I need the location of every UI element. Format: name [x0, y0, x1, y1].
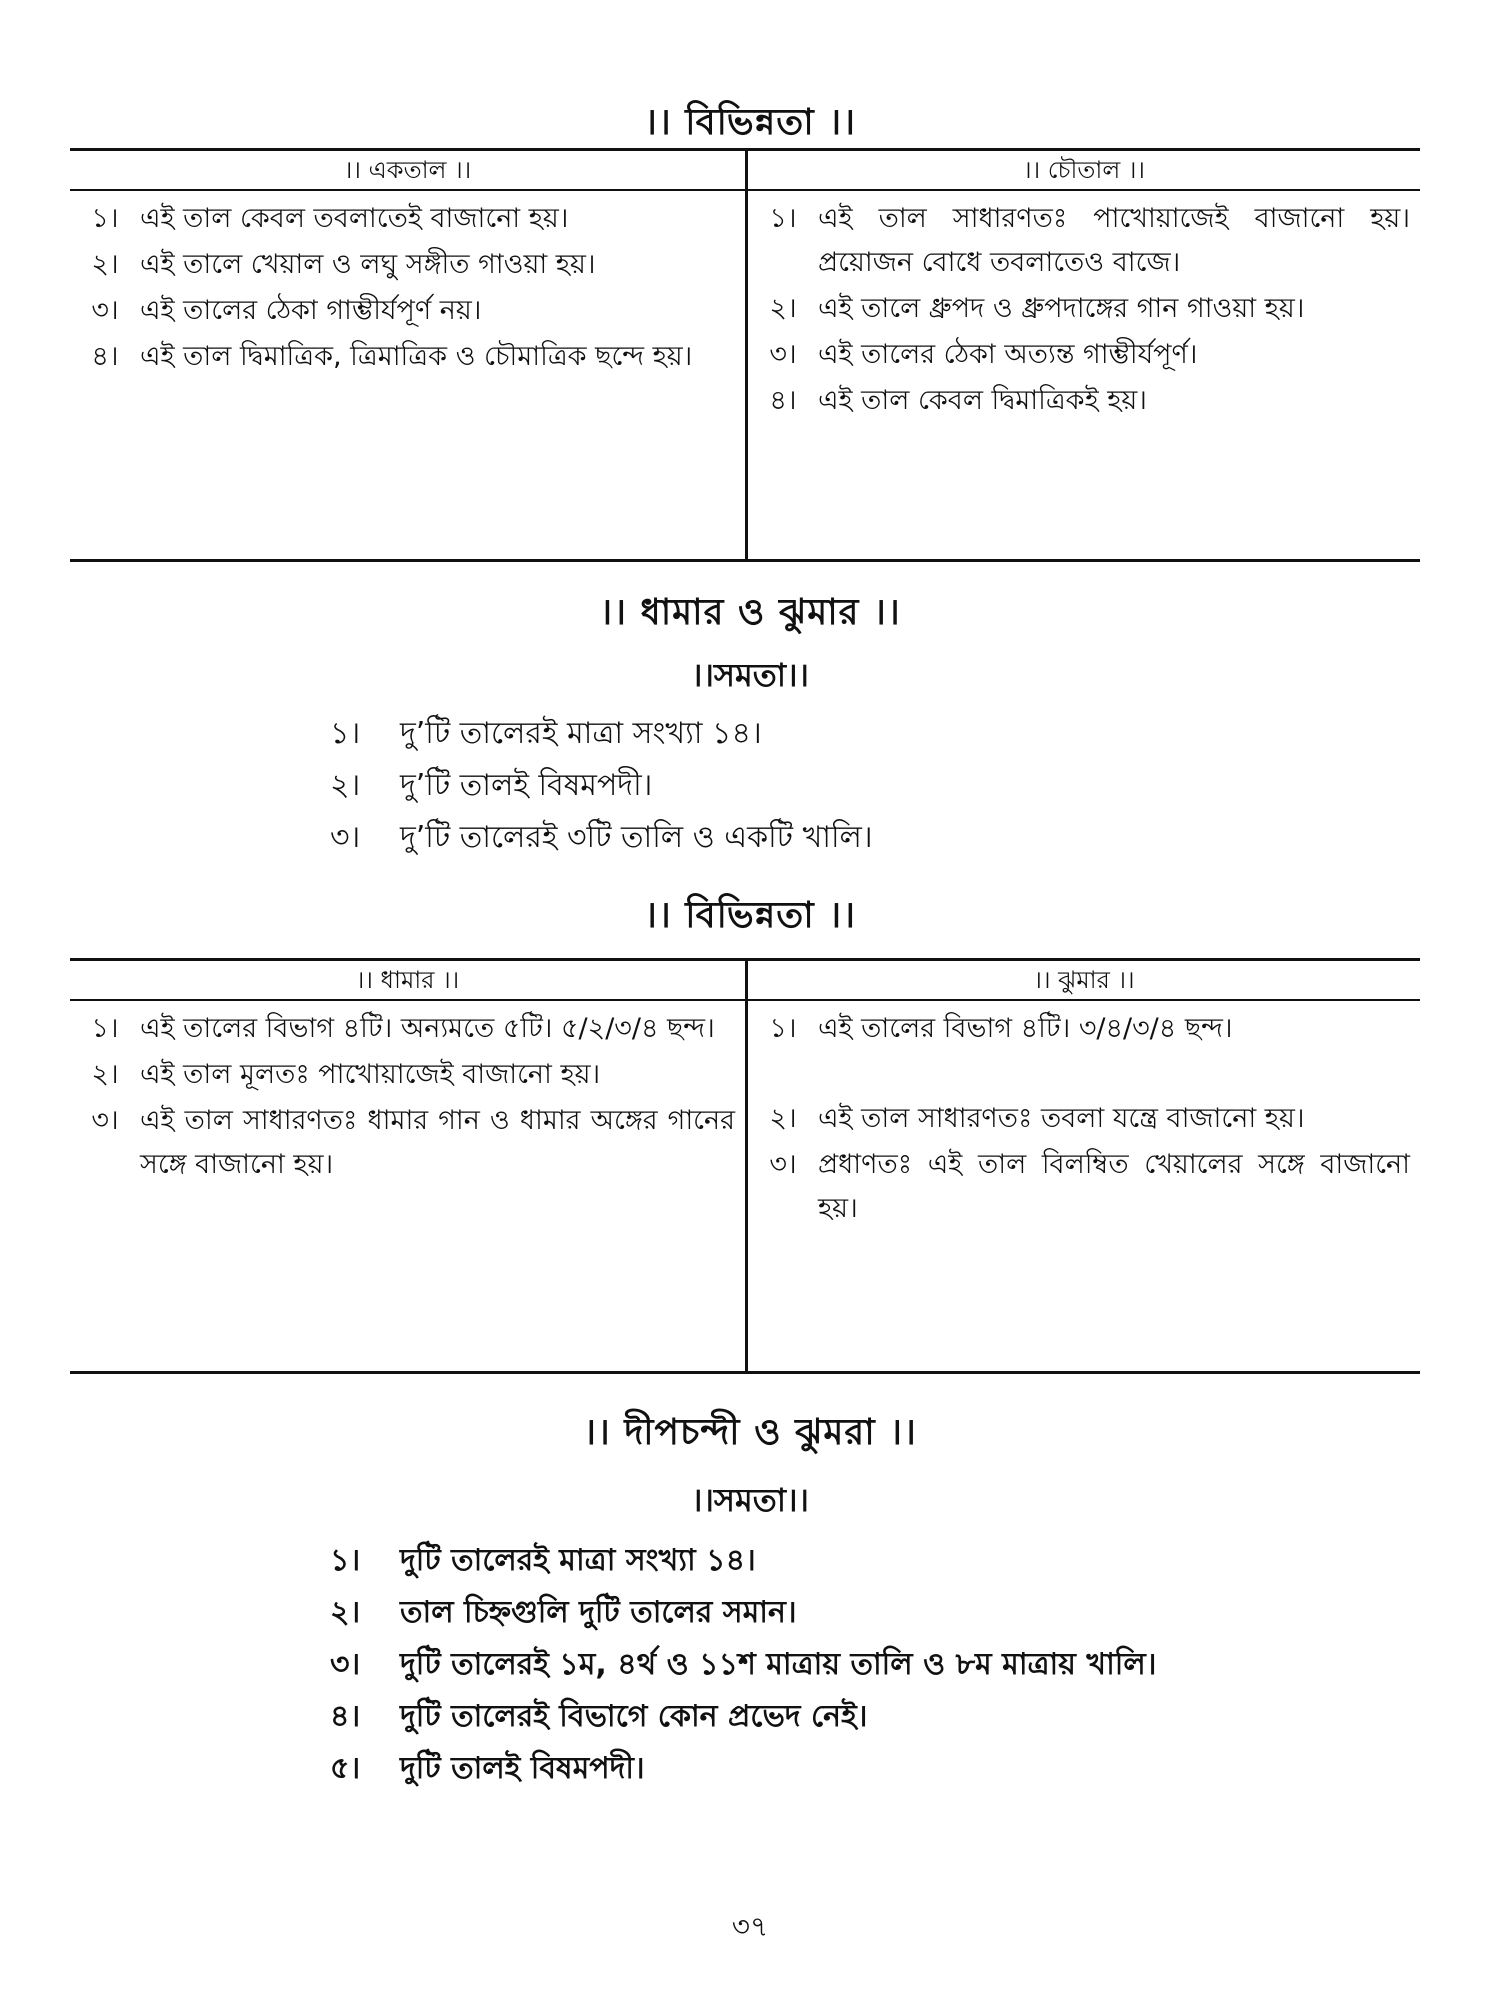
item-number: ৩।	[330, 1647, 361, 1682]
item-number: ৩।	[91, 1105, 119, 1136]
item-number: ৪।	[769, 385, 797, 416]
section2-difference-heading: ।। বিভিন্নতা ।।	[643, 895, 857, 936]
ektal-column	[70, 151, 748, 559]
section3-heading: ।। দীপচন্দী ও ঝুমরা ।।	[583, 1412, 917, 1453]
section2-heading: ।। ধামার ও ঝুমার ।।	[599, 592, 901, 633]
list-item	[330, 1535, 1180, 1587]
item-text: এই তালের বিভাগ ৪টি। ৩/৪/৩/৪ ছন্দ।	[818, 1013, 1233, 1044]
item-text: এই তাল সাধারণতঃ ধামার গান ও ধামার অঙ্গের গানের সঙ্গে বাজানো হয়।	[140, 1105, 735, 1180]
item-text: এই তালের বিভাগ ৪টি। অন্যমতে ৫টি। ৫/২/৩/৪ ছন্দ।	[140, 1013, 715, 1044]
deepchandi-jhumra-similarities	[330, 1535, 1180, 1795]
list-item	[70, 1099, 735, 1187]
item-text: এই তাল মূলতঃ পাখোয়াজেই বাজানো হয়।	[140, 1059, 601, 1090]
item-number: ৩।	[769, 1149, 797, 1180]
list-item	[330, 812, 1230, 864]
item-number: ১।	[769, 203, 797, 234]
ektal-choutal-table	[70, 148, 1420, 562]
item-text: দুটি তালেরই বিভাগে কোন প্রভেদ নেই।	[400, 1699, 868, 1734]
item-number: ৩।	[330, 820, 361, 855]
item-number: ৫।	[330, 1751, 361, 1786]
item-number: ১।	[91, 1013, 119, 1044]
item-number: ২।	[330, 768, 361, 803]
list-item	[70, 197, 735, 241]
section2-similarity-heading: ।।সমতা।।	[691, 656, 809, 694]
list-item	[70, 289, 735, 333]
item-number: ২।	[91, 249, 119, 280]
jhumar-header: ।। ঝুমার ।।	[748, 961, 1420, 1001]
choutal-list	[748, 191, 1420, 423]
jhumar-list	[748, 1001, 1420, 1231]
list-item	[748, 197, 1410, 285]
list-item	[70, 335, 735, 379]
item-number: ২।	[91, 1059, 119, 1090]
item-text: দু’টি তালেরই ৩টি তালি ও একটি খালি।	[400, 820, 873, 855]
list-item	[330, 1639, 1180, 1691]
item-number: ৩।	[769, 339, 797, 370]
choutal-header: ।। চৌতাল ।।	[748, 151, 1420, 191]
list-item	[330, 1691, 1180, 1743]
item-number: ৪।	[91, 341, 119, 372]
item-text: এই তালে ধ্রুপদ ও ধ্রুপদাঙ্গের গান গাওয়া হয়।	[818, 293, 1305, 324]
item-number: ৩।	[91, 295, 119, 326]
list-item	[748, 287, 1410, 331]
item-number: ৪।	[330, 1699, 361, 1734]
item-text: এই তালের ঠেকা গাম্ভীর্যপূর্ণ নয়।	[140, 295, 482, 326]
item-text: এই তাল সাধারণতঃ পাখোয়াজেই বাজানো হয়। প্রয়োজন বোধে তবলাতেও বাজে।	[818, 203, 1410, 278]
item-number: ২।	[769, 1103, 797, 1134]
list-item	[748, 1097, 1410, 1141]
item-text: এই তালে খেয়াল ও লঘু সঙ্গীত গাওয়া হয়।	[140, 249, 596, 280]
item-text: দুটি তালই বিষমপদী।	[400, 1751, 645, 1786]
item-text: তাল চিহ্নগুলি দুটি তালের সমান।	[400, 1595, 797, 1630]
list-item	[748, 1143, 1410, 1231]
list-item	[70, 1053, 735, 1097]
item-number: ১।	[330, 716, 361, 751]
dhamar-list	[70, 1001, 745, 1187]
item-number: ১।	[91, 203, 119, 234]
section3-similarity-heading: ।।সমতা।।	[691, 1481, 809, 1519]
section1-heading: ।। বিভিন্নতা ।।	[643, 102, 857, 143]
item-text: এই তালের ঠেকা অত্যন্ত গাম্ভীর্যপূর্ণ।	[818, 339, 1198, 370]
list-item	[748, 379, 1410, 423]
item-text: এই তাল সাধারণতঃ তবলা যন্ত্রে বাজানো হয়।	[818, 1103, 1305, 1134]
dhamar-column	[70, 961, 748, 1371]
ektal-header: ।। একতাল ।।	[70, 151, 745, 191]
item-text: দু’টি তালেরই মাত্রা সংখ্যা ১৪।	[400, 716, 762, 751]
item-number: ২।	[769, 293, 797, 324]
item-text: এই তাল কেবল দ্বিমাত্রিকই হয়।	[818, 385, 1147, 416]
list-item	[70, 1007, 735, 1051]
item-text: দুটি তালেরই ১ম, ৪র্থ ও ১১শ মাত্রায় তালি ও ৮ম মাত্রায় খালি।	[400, 1647, 1157, 1682]
list-item	[748, 1007, 1410, 1051]
item-text: এই তাল দ্বিমাত্রিক, ত্রিমাত্রিক ও চৌমাত্রিক ছন্দে হয়।	[140, 341, 693, 372]
jhumar-column	[748, 961, 1420, 1371]
list-item	[330, 1587, 1180, 1639]
dhamar-jhumar-similarities	[330, 708, 1230, 864]
item-text: দুটি তালেরই মাত্রা সংখ্যা ১৪।	[400, 1543, 756, 1578]
list-item	[70, 243, 735, 287]
list-item	[748, 333, 1410, 377]
item-number: ২।	[330, 1595, 361, 1630]
dhamar-header: ।। ধামার ।।	[70, 961, 745, 1001]
item-text: এই তাল কেবল তবলাতেই বাজানো হয়।	[140, 203, 569, 234]
choutal-column	[748, 151, 1420, 559]
dhamar-jhumar-table	[70, 958, 1420, 1374]
page-number: ৩৭	[731, 1910, 769, 1943]
list-item	[330, 760, 1230, 812]
list-item	[330, 1743, 1180, 1795]
item-number: ১।	[769, 1013, 797, 1044]
item-text: প্রধাণতঃ এই তাল বিলম্বিত খেয়ালের সঙ্গে বাজানো হয়।	[818, 1149, 1410, 1224]
item-text: দু’টি তালই বিষমপদী।	[400, 768, 653, 803]
ektal-list	[70, 191, 745, 379]
item-number: ১।	[330, 1543, 361, 1578]
list-item	[330, 708, 1230, 760]
